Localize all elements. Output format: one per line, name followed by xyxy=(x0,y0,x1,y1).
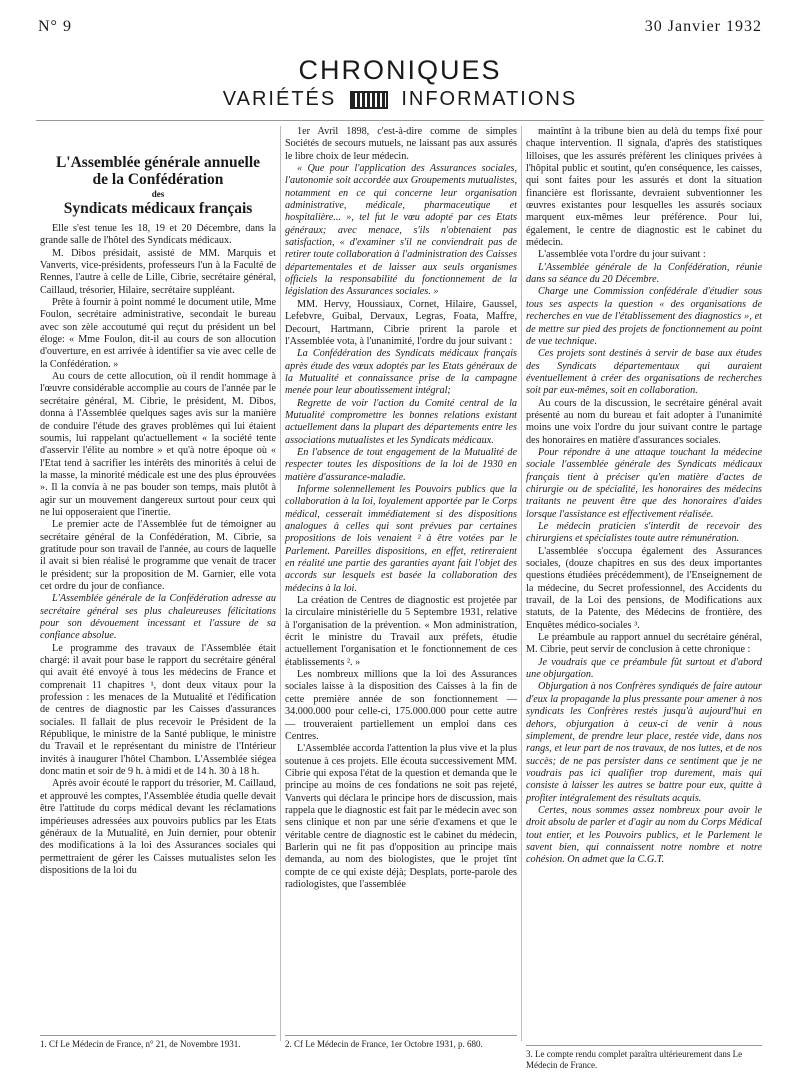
paragraph: Au cours de cette allocution, où il rendit hommage à l'œuvre considérable accomplie au cours de l'année par le secrétaire général, M. Cibrie, le président, M. Dibos, donna à l'Assemblée quelques sages avis sur la manière de conduire l'étude des graves problèmes qui lui étaient soumis, lui rappelant qu'actuellement « la société tente d'asservir l'élite au nombre » et qu'à notre époque où « l'Etat tend à sacrifier les intérêts des minorités à celui de la masse, la minorité médicale est une des plus éprouvées ». Il la convia à ne pas bouder son temps, mais plutôt à agir sur un mouvement dangereux surtout pour ceux qui ne lui opposeraient que l'inertie. xyxy=(40,371,276,518)
paragraph: L'assemblée s'occupa également des Assurances sociales, (douze chapitres en sus des deux importantes questions étudiées précédemment), de l'Enseignement de la médecine, du Secret professionnel, des Accidents du travail, de la Loi des pensions, de Modifications aux statuts, de la Patente, des Médecins de frontière, des Enquêtes médico-sociales ³. xyxy=(526,545,762,631)
masthead-left: VARIÉTÉS xyxy=(222,88,337,110)
paragraph: Ces projets sont destinés à servir de base aux études des Syndicats départementaux qui auraient éventuellement à créer des organisations de recherches soit par eux-mêmes, soit en collaboration. xyxy=(526,348,762,397)
paragraph: L'Assemblée accorda l'attention la plus vive et la plus soutenue à ces projets. Elle écouta successivement MM. Cibrie qui exposa l'état de la question et demanda que le principe au moins de ces fondations ne soit pas rejeté, Vanverts qui déclara le principe hors de discussion, mais rappela que le diagnostic est fait par le médecin avec son sens clinique et non par une série d'examens et que le véritable centre de diagnostic est le cabinet du médecin, Barlerin qui ne fit pas d'opposition au principe mais demanda, au nom des biologistes, que le projet tînt compte de ce qui existe déjà; Desplats, porte-parole des radiologistes, que l'assemblée xyxy=(285,743,517,890)
paragraph: La Confédération des Syndicats médicaux français après étude des vœux adoptés par les Etats généraux de la Mutualité et connaissance prise de la campagne menée pour leur aboutissement intégral; xyxy=(285,348,517,397)
paragraph: L'Assemblée générale de la Confédération, réunie dans sa séance du 20 Décembre. xyxy=(526,261,762,286)
masthead-rule xyxy=(36,120,764,121)
paragraph: Informe solennellement les Pouvoirs publics que la collaboration à la loi, loyalement apportée par le Corps médical, cesserait immédiatement si des dispositions analogues à celles qui sont prévues par certaines propositions de lois venaient ² à être votées par le Parlement. Pareilles dispositions, en effet, retireraient en réalité une partie des garanties ayant fait l'objet des accords sur lesquels est basée la collaboration des médecins à la loi. xyxy=(285,483,517,594)
paragraph: Au cours de la discussion, le secrétaire général avait présenté au nom du bureau et fait adopter à l'unanimité moins une voix l'ordre du jour suivant contre le partage des honoraires en matière d'assurances sociales. xyxy=(526,397,762,446)
title-line-4: Syndicats médicaux français xyxy=(63,200,253,217)
title-line-1: L'Assemblée générale annuelle xyxy=(55,154,261,171)
paragraph: MM. Hervy, Houssiaux, Cornet, Hilaire, Gaussel, Lefebvre, Guibal, Dervaux, Legras, Foata, Maffre, Decourt, Hartmann, Cibrie prirent la parole et l'Assemblée vota, à l'unanimité, l'ordre du jour suivant : xyxy=(285,298,517,347)
logo-icon xyxy=(350,91,388,109)
paragraph: Le premier acte de l'Assemblée fut de témoigner au secrétaire général de la Confédération, M. Cibrie, sa gratitude pour son travail de l'année, au cours de laquelle il avait si bien réalisé le programme que venait de tracer le président; sur la proposition de M. Garnier, elle vota cet ordre du jour de confiance. xyxy=(40,519,276,592)
footnote-1: 1. Cf Le Médecin de France, n° 21, de Novembre 1931. xyxy=(40,1035,276,1050)
paragraph: maintînt à la tribune bien au delà du temps fixé pour chaque intervention. Il signala, d'après des statistiques lilloises, que les assurés préfèrent les cliniques privées à l'hôpital public et soutint, qu'en conséquence, les caisses, qui sont faites pour les assurés et dont la situation financière est florissante, devraient subventionner les œuvres existantes pour lesquelles les assurés sociaux marquent eux-mêmes leur préférence. Pour lui, également, le centre de diagnostic est le cabinet du médecin. xyxy=(526,126,762,249)
column-3 xyxy=(526,126,762,867)
masthead xyxy=(0,55,800,111)
masthead-subtitle xyxy=(0,88,800,111)
paragraph: M. Dibos présidait, assisté de MM. Marquis et Vanverts, vice-présidents, professeurs l'un à la Faculté de Rennes, l'autre à celle de Lille, Cibrie, secrétaire général, Caillaud, trésorier, Hilaire, secrétaire suppléant. xyxy=(40,247,276,296)
title-line-3: des xyxy=(151,189,165,199)
paragraph: Prête à fournir à point nommé le document utile, Mme Foulon, secrétaire administrative, secondait le bureau avec son zèle accoutumé qui reçut du président un bel éloge: « Mme Foulon, dit-il au cours de son allocution d'ouverture, en est arrivée à identifier sa vie avec celle de la Confédération. » xyxy=(40,297,276,370)
issue-date: 30 Janvier 1932 xyxy=(644,18,762,35)
paragraph: Certes, nous sommes assez nombreux pour avoir le droit absolu de parler et d'agir au nom du Corps Médical tout entier, et les Pouvoirs publics, et le Parlement le savent bien, qui connaissent notre nombre et notre cohésion. On admet que la C.G.T. xyxy=(526,804,762,866)
paragraph: Les nombreux millions que la loi des Assurances sociales laisse à la disposition des Caisses à la fin de cette première année de son fonctionnement — 34.000.000 pour celle-ci, 175.000.000 pour cette autre — trouveraient partiellement un emploi dans ces Centres. xyxy=(285,669,517,742)
paragraph: En l'absence de tout engagement de la Mutualité de respecter toutes les dispositions de la loi de 1930 en matière d'assurance-maladie. xyxy=(285,446,517,483)
paragraph: 1er Avril 1898, c'est-à-dire comme de simples Sociétés de secours mutuels, ne laissant pas aux assurés le libre choix de leur médecin. xyxy=(285,126,517,162)
paragraph: Regrette de voir l'action du Comité central de la Mutualité compromettre les bonnes relations existant actuellement dans la plupart des départements entre les associations mutualistes et les Syndicats médicaux. xyxy=(285,397,517,446)
paragraph: L'Assemblée générale de la Confédération adresse au secrétaire général ses plus chaleureuses félicitations pour son dévouement incessant et l'assure de sa confiance absolue. xyxy=(40,593,276,642)
paragraph: La création de Centres de diagnostic est projetée par la circulaire ministérielle du 5 Septembre 1931, relative à l'organisation de la prévention. « Mon administration, écrit le ministre du Travail aux préfets, étudie actuellement l'organisation et le fonctionnement de ces établissements ². » xyxy=(285,595,517,668)
column-1 xyxy=(40,126,276,877)
paragraph: Elle s'est tenue les 18, 19 et 20 Décembre, dans la grande salle de l'hôtel des Syndicats médicaux. xyxy=(40,223,276,247)
paragraph: Le préambule au rapport annuel du secrétaire général, M. Cibrie, peut servir de conclusion à cette chronique : xyxy=(526,632,762,656)
issue-number: N° 9 xyxy=(38,18,72,35)
masthead-right: INFORMATIONS xyxy=(401,88,578,110)
paragraph: Objurgation à nos Confrères syndiqués de faire autour d'eux la propagande la plus pressante pour amener à nos syndicats les Confrères restés jusqu'à aujourd'hui en dehors, objurgation à ceux-ci de venir à nous simplement, de prendre leur place, restée vide, dans nos rangs, et leur part de nos travaux, de nos luttes, et de nos succès; de ne pas persister dans ce sentiment que je ne voudrais pas ici qualifier trop durement, mais qui consiste à laisser les autres se battre pour eux, quitte à profiter intégralement des résultats acquis. xyxy=(526,681,762,804)
paragraph: Charge une Commission confédérale d'étudier sous tous ses aspects la question « des organisations de recherches en vue de l'établissement des diagnostics », et de mettre sur pied des projets de fonctionnement au point de vue technique. xyxy=(526,286,762,347)
column-2 xyxy=(285,126,517,891)
column-divider xyxy=(280,126,281,1041)
footnote-2: 2. Cf Le Médecin de France, 1er Octobre 1931, p. 680. xyxy=(285,1035,517,1050)
paragraph: L'assemblée vota l'ordre du jour suivant : xyxy=(538,249,706,261)
footnote-3: 3. Le compte rendu complet paraîtra ultérieurement dans Le Médecin de France. xyxy=(526,1045,762,1071)
paragraph: Je voudrais que ce préambule fût surtout et d'abord une objurgation. xyxy=(526,656,762,681)
column-divider xyxy=(521,126,522,1041)
paragraph: Le programme des travaux de l'Assemblée était chargé: il avait pour base le rapport du secrétaire général qui avait été envoyé à tous les médecins de France et comprenait 11 chapitres ¹, dont deux vitaux pour la profession : les menaces de la Mutualité et l'édification de centres de diagnostic par les Caisses d'assurances sociales. Il fallait de plus recevoir le Président de la République, le ministre de la Santé publique, le ministre du Travail et le représentant du ministre de l'Intérieur invités à inaugurer l'hôtel Chambon. L'Assemblée siégea donc matin et soir de 9 h. à midi et de 14 h. 30 à 18 h. xyxy=(40,642,276,778)
paragraph: « Que pour l'application des Assurances sociales, l'autonomie soit accordée aux Groupements mutualistes, notamment en ce qui concerne leur organisation administrative, médicale, pharmaceutique et hospitalière... », tel fut le vœu adopté par ces Etats généraux; avec menace, s'ils n'obtenaient pas satisfaction, « d'examiner s'il ne conviendrait pas de retirer toute collaboration à l'administration des Caisses départementales et de laisser aux seuls organismes officiels la responsabilité du fonctionnement de la législation des Assurances sociales. » xyxy=(285,163,517,298)
article-title xyxy=(40,154,276,217)
paragraph: Le médecin praticien s'interdit de recevoir des chirurgiens et spécialistes toute autre rémunération. xyxy=(526,521,762,545)
masthead-title: CHRONIQUES xyxy=(298,55,502,85)
title-line-2: de la Confédération xyxy=(92,171,224,188)
paragraph: Après avoir écouté le rapport du trésorier, M. Caillaud, et approuvé les comptes, l'Assemblée étudia quelle devait être l'attitude du corps médical devant les réclamations impérieuses adressées aux pouvoirs publics par les Etats généraux de la Mutualité, en Juin dernier, pour obtenir des modifications à la loi des Assurances sociales qui permettraient de gérer les Caisses mutualistes selon les dispositions de la loi du xyxy=(40,778,276,876)
paragraph: Pour répondre à une attaque touchant la médecine sociale l'assemblée générale des Syndicats médicaux français tient à préciser qu'en matière d'actes de chirurgie ou de spécialité, les honoraires des médecins traitants ne peuvent être que des honoraires d'aides lorsque l'assistance est effectivement réalisée. xyxy=(526,446,762,520)
